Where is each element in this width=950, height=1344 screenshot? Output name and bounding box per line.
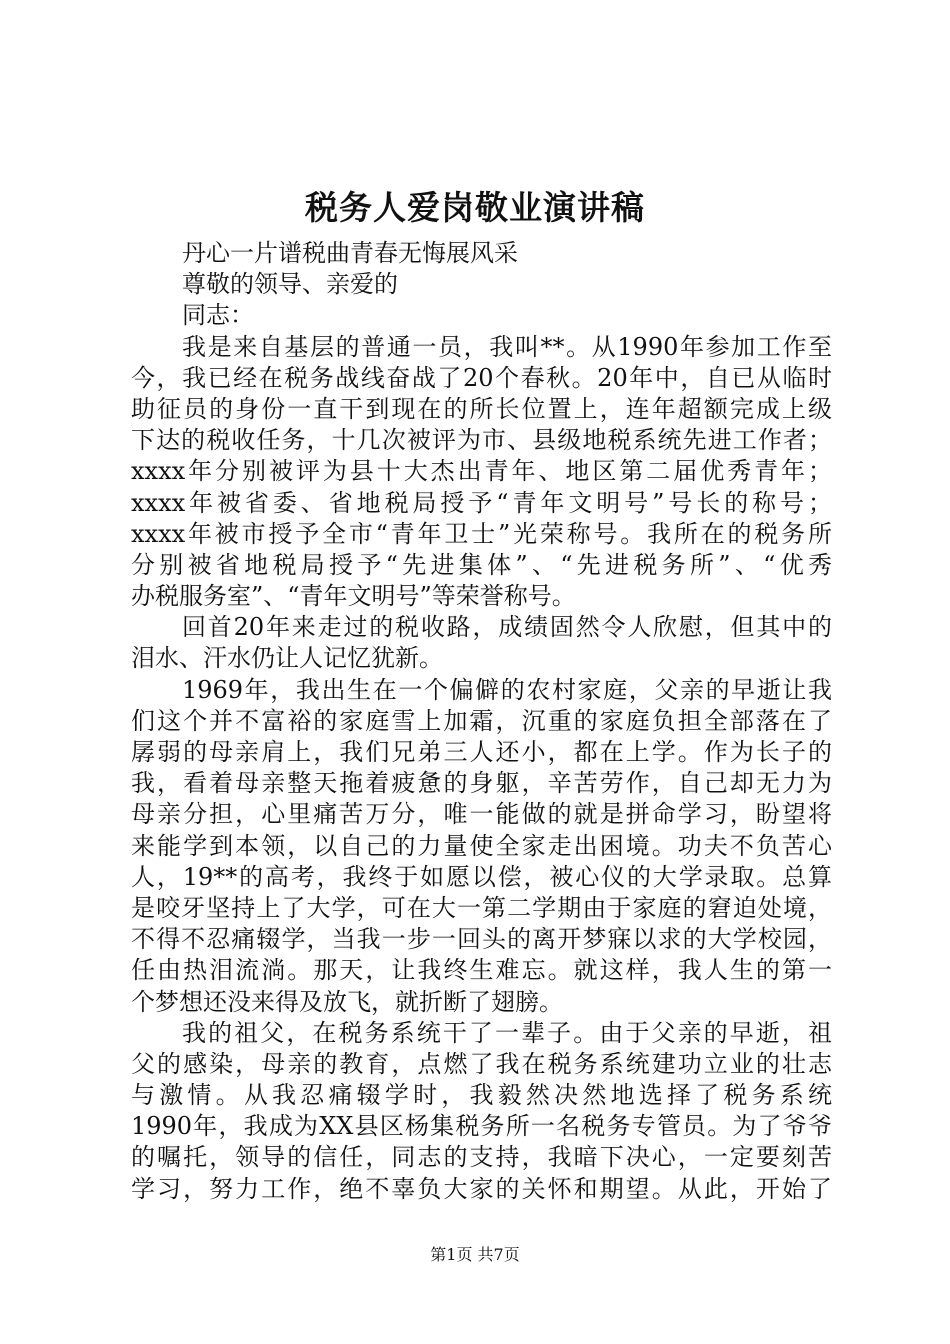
paragraph-line: 泪水、汗水仍让人记忆犹新。 xyxy=(131,644,443,673)
paragraph-line: 与激情。从我忍痛辍学时，我毅然决然地选择了税务系统 xyxy=(131,1081,832,1110)
document-title: 税务人爱岗敬业演讲稿 xyxy=(305,188,645,227)
paragraph-line: 母亲分担，心里痛苦万分，唯一能做的就是拼命学习，盼望将 xyxy=(131,800,832,829)
paragraph-line: 个梦想还没来得及放飞，就折断了翅膀。 xyxy=(131,987,563,1016)
document-body xyxy=(131,238,832,1205)
paragraph-line: 是咬牙坚持上了大学，可在大一第二学期由于家庭的窘迫处境， xyxy=(131,893,832,922)
salutation-line: 尊敬的领导、亲爱的 xyxy=(182,270,398,299)
paragraph-line: 学习，努力工作，绝不辜负大家的关怀和期望。从此，开始了 xyxy=(131,1174,832,1203)
paragraph-line: 我是来自基层的普通一员，我叫**。从1990年参加工作至 xyxy=(182,332,832,361)
page-number-footer: 第1页 共7页 xyxy=(430,1245,520,1264)
paragraph-line: 下达的税收任务，十几次被评为市、县级地税系统先进工作者； xyxy=(131,426,832,455)
paragraph-line: 我的祖父，在税务系统干了一辈子。由于父亲的早逝，祖 xyxy=(182,1018,832,1047)
paragraph-line: 来能学到本领，以自己的力量使全家走出困境。功夫不负苦心 xyxy=(131,831,832,860)
paragraph-line: 父的感染，母亲的教育，点燃了我在税务系统建功立业的壮志 xyxy=(131,1049,832,1078)
paragraph-line: 不得不忍痛辍学，当我一步一回头的离开梦寐以求的大学校园， xyxy=(131,925,832,954)
paragraph-line: 的嘱托，领导的信任，同志的支持，我暗下决心，一定要刻苦 xyxy=(131,1143,832,1172)
paragraph-line: 办税服务室”、“青年文明号”等荣誉称号。 xyxy=(131,582,576,611)
paragraph-line: 人，19**的高考，我终于如愿以偿，被心仪的大学录取。总算 xyxy=(131,862,832,891)
paragraph-line: 1990年，我成为XX县区杨集税务所一名税务专管员。为了爷爷 xyxy=(131,1112,832,1141)
paragraph-line: 助征员的身份一直干到现在的所长位置上，连年超额完成上级 xyxy=(131,394,832,423)
paragraph-line: 们这个并不富裕的家庭雪上加霜，沉重的家庭负担全部落在了 xyxy=(131,706,832,735)
paragraph-line: xxxx年分别被评为县十大杰出青年、地区第二届优秀青年； xyxy=(131,457,832,486)
paragraph-line: 今，我已经在税务战线奋战了20个春秋。20年中，自已从临时 xyxy=(131,363,832,392)
paragraph-line: 任由热泪流淌。那天，让我终生难忘。就这样，我人生的第一 xyxy=(131,956,832,985)
paragraph-line: 1969年，我出生在一个偏僻的农村家庭，父亲的早逝让我 xyxy=(182,675,832,704)
paragraph-line: 分别被省地税局授予“先进集体”、“先进税务所”、“优秀 xyxy=(131,550,832,579)
subtitle-line: 丹心一片谱税曲青春无悔展风采 xyxy=(182,239,518,267)
salutation-line: 同志： xyxy=(182,301,254,330)
paragraph-line: 我，看着母亲整天拖着疲惫的身躯，辛苦劳作，自己却无力为 xyxy=(131,769,832,798)
paragraph-line: xxxx年被市授予全市“青年卫士”光荣称号。我所在的税务所 xyxy=(131,519,832,548)
paragraph-line: 回首20年来走过的税收路，成绩固然令人欣慰，但其中的 xyxy=(182,613,832,642)
paragraph-line: xxxx年被省委、省地税局授予“青年文明号”号长的称号； xyxy=(131,488,832,517)
paragraph-line: 孱弱的母亲肩上，我们兄弟三人还小，都在上学。作为长子的 xyxy=(131,738,832,766)
